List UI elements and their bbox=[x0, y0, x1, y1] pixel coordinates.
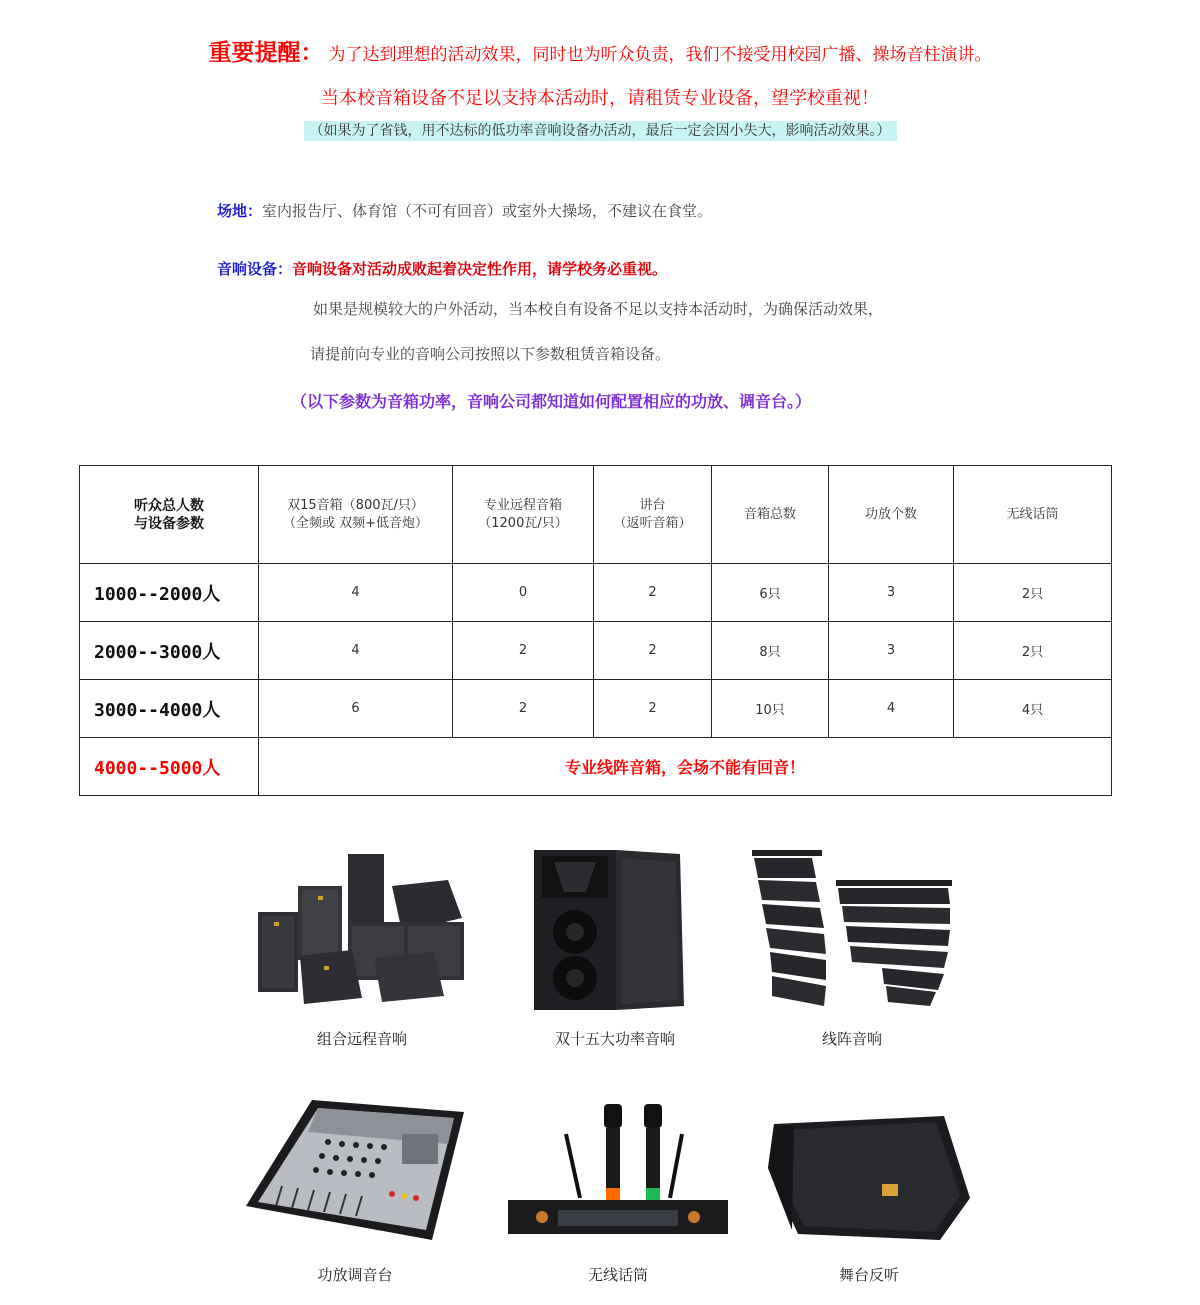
caption-mixer: 功放调音台 bbox=[317, 1266, 393, 1284]
caption-line-array: 线阵音响 bbox=[821, 1030, 882, 1048]
caption-stage-monitor: 舞台反听 bbox=[838, 1266, 899, 1284]
table-cell: 2只 bbox=[954, 622, 1112, 680]
header-wireless-mics: 无线话筒 bbox=[954, 466, 1112, 564]
table-cell: 2 bbox=[594, 564, 712, 622]
sound-text: 音响设备对活动成败起着决定性作用，请学校务必重视。 bbox=[292, 260, 668, 278]
table-header-row bbox=[80, 466, 1112, 564]
table-cell: 0 bbox=[453, 564, 594, 622]
table-cell: 2 bbox=[453, 680, 594, 738]
reminder-note: （如果为了省钱，用不达标的低功率音响设备办活动，最后一定会因小失大，影响活动效果。） bbox=[304, 121, 897, 141]
merged-note-cell: 专业线阵音箱，会场不能有回音！ bbox=[259, 738, 1112, 796]
dual-15-speaker-image bbox=[530, 846, 690, 1012]
sound-label: 音响设备： bbox=[217, 260, 293, 278]
speaker-set-image bbox=[252, 846, 472, 1006]
sound-note: （以下参数为音箱功率，音响公司都知道如何配置相应的功放、调音台。） bbox=[291, 392, 812, 411]
table-cell: 10只 bbox=[712, 680, 829, 738]
table-cell: 2 bbox=[594, 622, 712, 680]
table-cell: 4 bbox=[259, 564, 453, 622]
table-cell: 2 bbox=[594, 680, 712, 738]
table-cell: 2 bbox=[453, 622, 594, 680]
reminder-text: 为了达到理想的活动效果，同时也为听众负责，我们不接受用校园广播、操场音柱演讲。 bbox=[328, 45, 992, 65]
row-range: 1000--2000人 bbox=[80, 564, 259, 622]
stage-monitor-image bbox=[764, 1112, 974, 1242]
venue-label: 场地： bbox=[217, 202, 263, 220]
header-total-speakers: 音箱总数 bbox=[712, 466, 829, 564]
header-dual15: 双15音箱（800瓦/只） （全频或 双频+低音炮） bbox=[259, 466, 453, 564]
header-audience: 听众总人数 与设备参数 bbox=[80, 466, 259, 564]
table-cell: 6 bbox=[259, 680, 453, 738]
table-cell: 4 bbox=[259, 622, 453, 680]
caption-speaker-set: 组合远程音响 bbox=[316, 1030, 407, 1048]
header-long-range: 专业远程音箱 （1200瓦/只） bbox=[453, 466, 594, 564]
venue-text: 室内报告厅、体育馆（不可有回音）或室外大操场，不建议在食堂。 bbox=[262, 202, 713, 220]
table-row bbox=[80, 564, 1112, 622]
table-cell: 4 bbox=[829, 680, 954, 738]
table-row bbox=[80, 622, 1112, 680]
reminder-line2: 当本校音箱设备不足以支持本活动时，请租赁专业设备，望学校重视！ bbox=[321, 88, 879, 109]
caption-dual-15-speaker: 双十五大功率音响 bbox=[554, 1030, 675, 1048]
table-cell: 6只 bbox=[712, 564, 829, 622]
table-cell: 4只 bbox=[954, 680, 1112, 738]
table-row-last bbox=[80, 738, 1112, 796]
row-range: 3000--4000人 bbox=[80, 680, 259, 738]
header-podium: 讲台 （返听音箱） bbox=[594, 466, 712, 564]
sound-line bbox=[217, 258, 667, 279]
table-cell: 3 bbox=[829, 564, 954, 622]
reminder-note-wrap bbox=[0, 120, 1200, 140]
sound-paragraph-2: 请提前向专业的音响公司按照以下参数租赁音箱设备。 bbox=[310, 345, 671, 363]
venue-line bbox=[217, 200, 712, 221]
table-row bbox=[80, 680, 1112, 738]
caption-wireless-mic: 无线话筒 bbox=[587, 1266, 648, 1284]
wireless-mic-image bbox=[504, 1100, 732, 1242]
reminder-line bbox=[0, 34, 1200, 68]
table-cell: 2只 bbox=[954, 564, 1112, 622]
reminder-title: 重要提醒： bbox=[208, 40, 324, 66]
table-cell: 8只 bbox=[712, 622, 829, 680]
line-array-image bbox=[748, 846, 956, 1012]
table-cell: 3 bbox=[829, 622, 954, 680]
equipment-spec-table bbox=[79, 465, 1112, 796]
sound-paragraph-1: 如果是规模较大的户外活动，当本校自有设备不足以支持本活动时，为确保活动效果， bbox=[313, 300, 884, 318]
row-range: 2000--3000人 bbox=[80, 622, 259, 680]
row-range: 4000--5000人 bbox=[80, 738, 259, 796]
mixer-image bbox=[242, 1094, 468, 1244]
header-amplifiers: 功放个数 bbox=[829, 466, 954, 564]
